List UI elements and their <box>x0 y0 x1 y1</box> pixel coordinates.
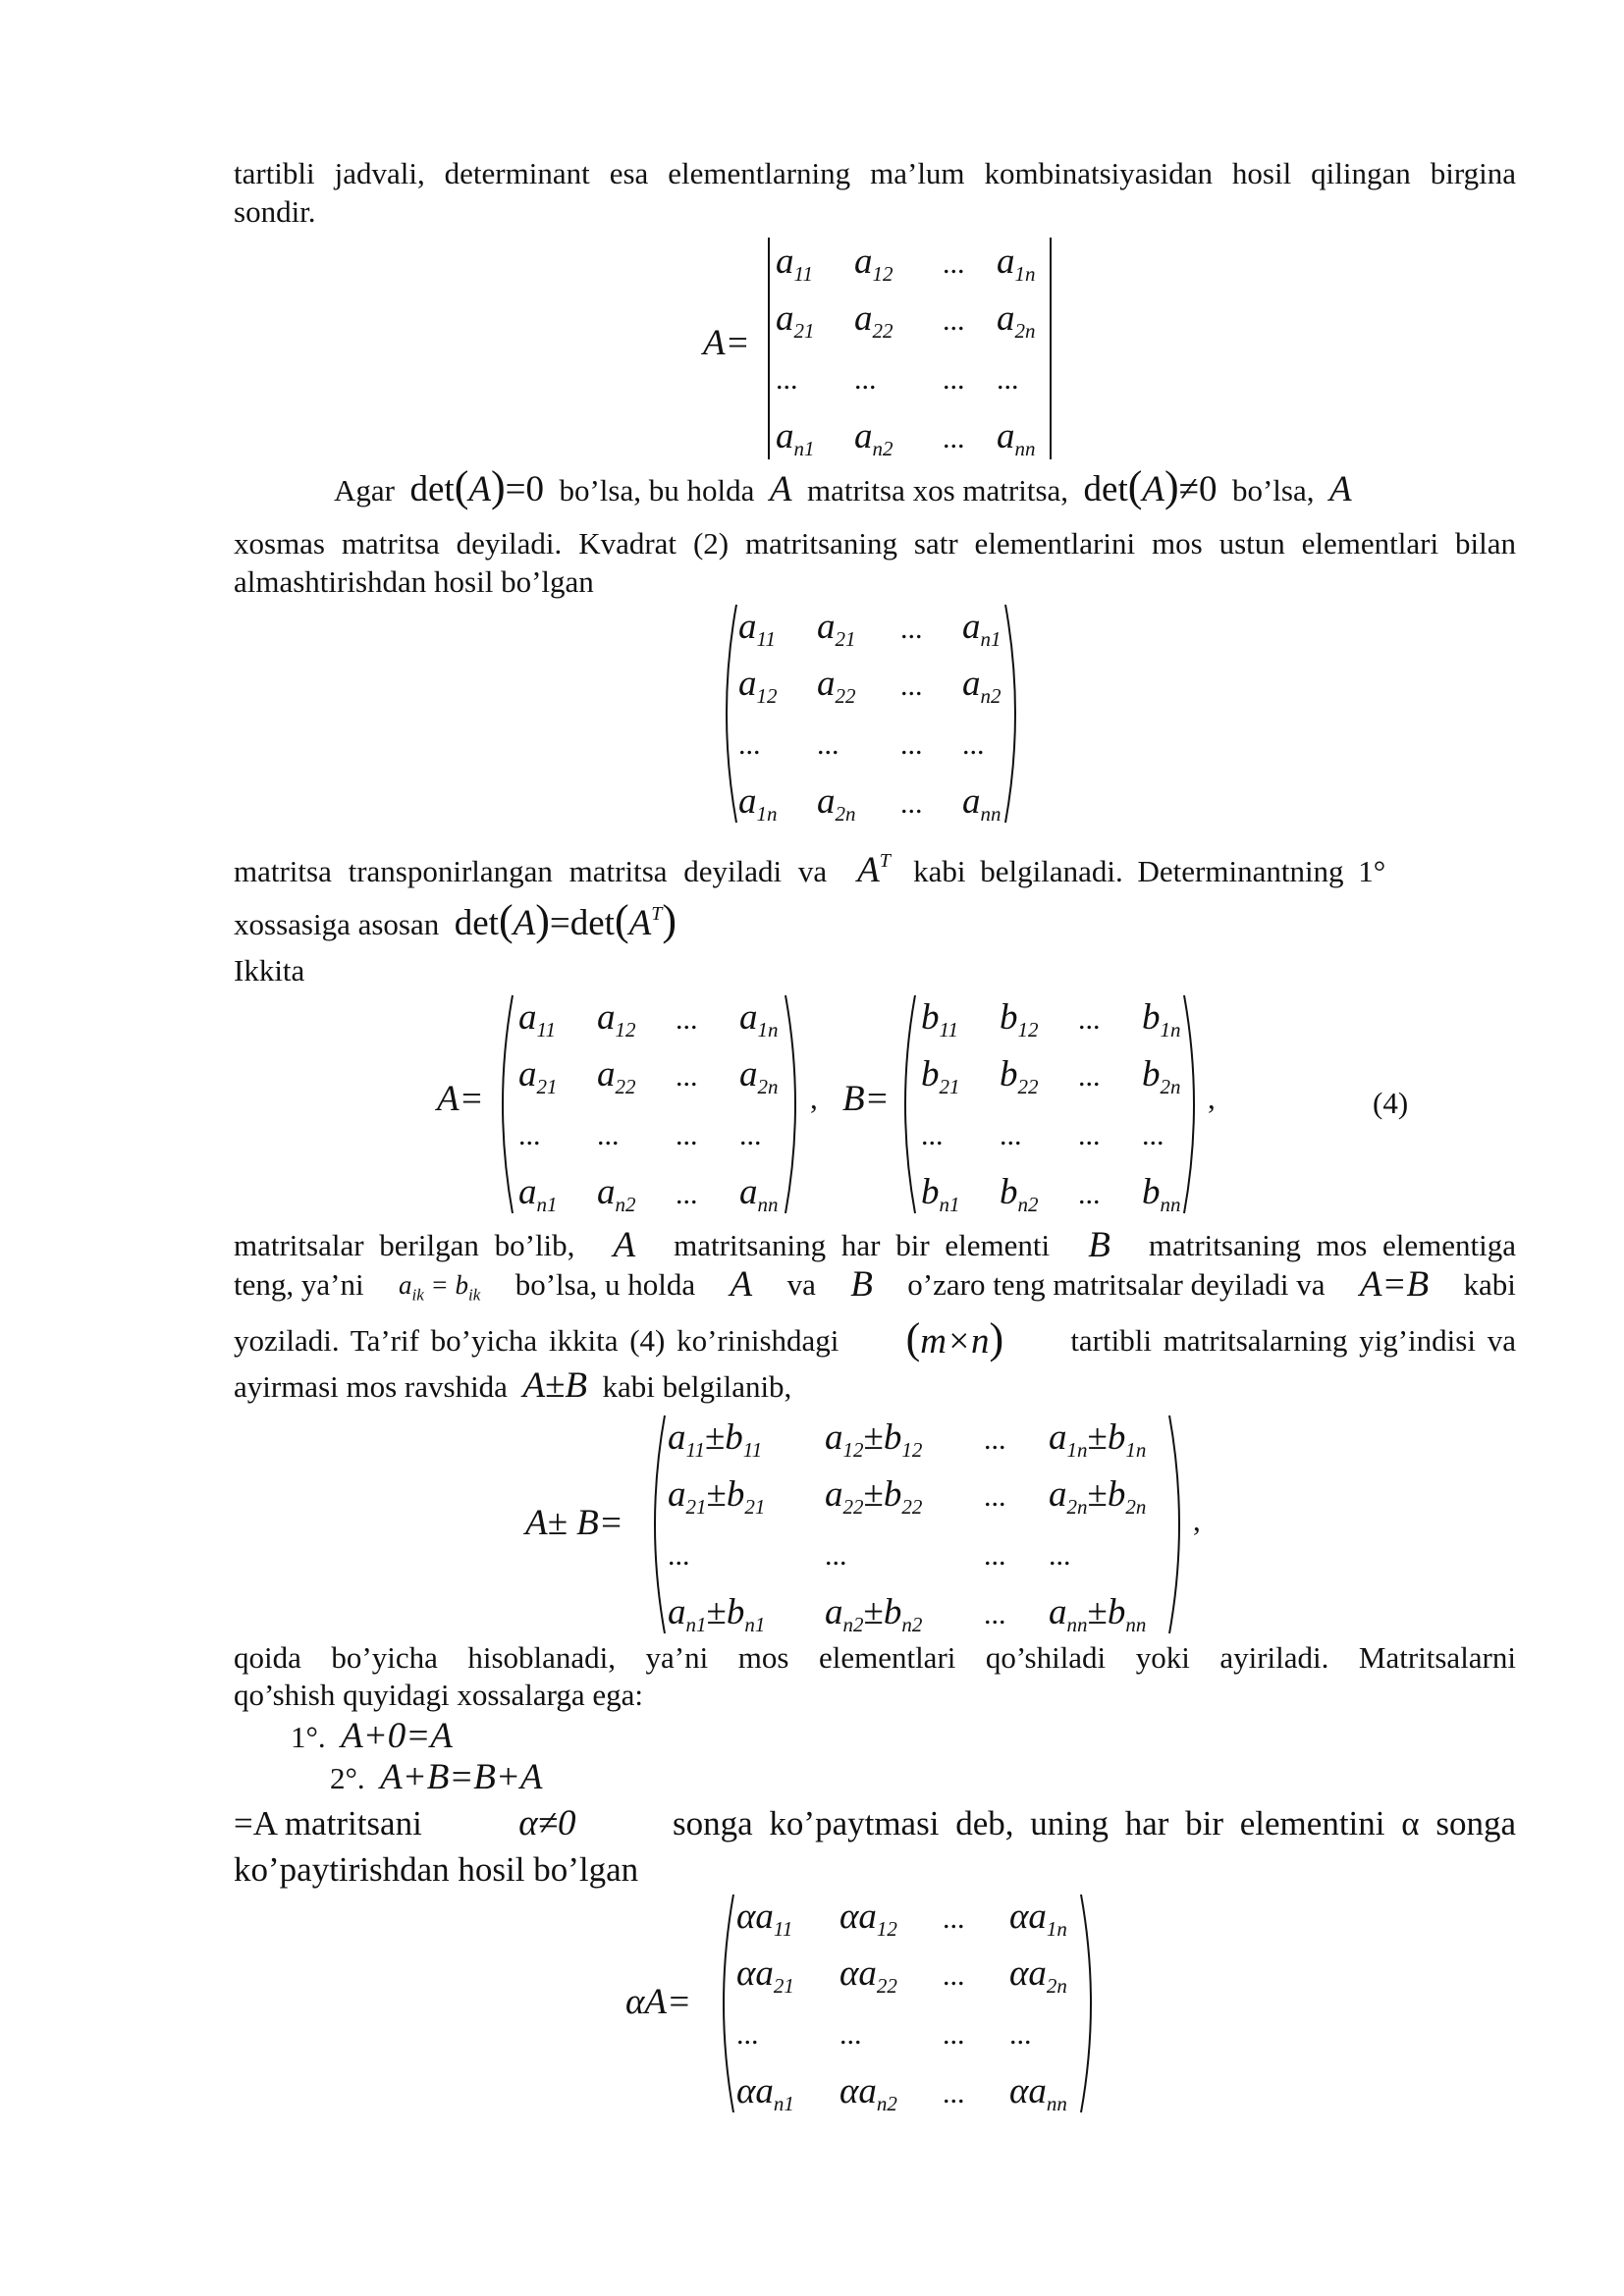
matrix-cell: ... <box>676 1060 698 1093</box>
matrix-cell: $a_{2n}$ <box>739 1054 779 1098</box>
matrix-cell: ... <box>943 2018 965 2051</box>
matrix-cell: $a_{nn}$ <box>997 416 1036 460</box>
matrix-cell: ... <box>738 728 761 761</box>
matrix-cell: ... <box>676 1003 698 1036</box>
matrix-cell: $\alpha a_{12}$ <box>839 1896 897 1941</box>
matrix-cell: $a_{11}\pm b_{11}$ <box>668 1417 763 1462</box>
matrix-cell: $b_{n2}$ <box>1000 1172 1039 1216</box>
yoziladi-text: yoziladi. Ta’rif bo’yicha ikkita (4) ko’rinishdagi <box>234 1322 839 1358</box>
matrix-cell: $a_{2n}\pm b_{2n}$ <box>1049 1474 1147 1519</box>
matrix-cell: ... <box>1078 1178 1101 1210</box>
yoziladi-text-2: tartibli matritsalarning yig’indisi va <box>1070 1322 1516 1358</box>
teng-text-3: va <box>786 1267 816 1302</box>
var-b: B <box>1088 1225 1110 1265</box>
matrix-cell: ... <box>1078 1003 1101 1036</box>
matrix-cell: ... <box>676 1178 698 1210</box>
agar-text-2: bo’lsa, bu holda <box>559 473 755 507</box>
sum-matrix-lhs: A± B= <box>525 1503 623 1543</box>
matrix-cell: ... <box>776 363 798 396</box>
matrix-cell: ... <box>900 787 923 820</box>
det-transpose-eq: $\det(A)=\det(A^T)$ <box>454 896 677 944</box>
paragraph-qoida: qoida bo’yicha hisoblanadi, ya’ni mos elementlari qo’shiladi yoki ayiriladi. Matritsalarni <box>234 1640 1516 1675</box>
matrix-cell: ... <box>984 1480 1006 1513</box>
matrix-cell: ... <box>854 363 877 396</box>
xossasiga-text: xossasiga asosan <box>234 907 440 941</box>
matrix-cell: ... <box>825 1539 847 1572</box>
var-a-2: A <box>1328 469 1352 509</box>
matrix-cell: $a_{12}$ <box>738 664 778 708</box>
matrix-cell: $a_{1n}$ <box>739 997 779 1041</box>
teng-text-4: o’zaro teng matritsalar deyiladi va <box>907 1267 1326 1302</box>
matrix-cell: ... <box>1049 1539 1071 1572</box>
matrix-cell: ... <box>739 1119 762 1151</box>
paragraph-xosmas: xosmas matritsa deyiladi. Kvadrat (2) matritsaning satr elementlarini mos ustun elementlari bilan <box>234 526 1516 561</box>
matrix-b-lhs: B= <box>842 1079 890 1119</box>
var-a-4: A <box>730 1264 753 1305</box>
transpose-text-2: kabi belgilanadi. Determinantning 1° <box>913 854 1386 888</box>
m-times-n: (m×n) <box>905 1314 1004 1362</box>
matrix-cell: $a_{nn}$ <box>739 1172 779 1216</box>
matrix-cell: ... <box>943 1902 965 1935</box>
matrix-cell: ... <box>997 363 1019 396</box>
matrix-cell: $a_{n1}$ <box>518 1172 558 1216</box>
matrix-cell: $\alpha a_{22}$ <box>839 1953 897 1998</box>
matrix-cell: $a_{22}$ <box>854 298 893 343</box>
matrix-cell: ... <box>943 2077 965 2109</box>
matrix-cell: $\alpha a_{2n}$ <box>1009 1953 1067 1998</box>
matrix-cell: $\alpha a_{1n}$ <box>1009 1896 1067 1941</box>
paragraph-intro: tartibli jadvali, determinant esa elementlarning ma’lum kombinatsiyasidan hosil qilingan birgina <box>234 156 1516 190</box>
matrix-cell: $b_{21}$ <box>921 1054 960 1098</box>
matrix-cell: ... <box>900 728 923 761</box>
agar-text-3: matritsa xos matritsa, <box>806 473 1069 507</box>
property-2-num: 2°. <box>330 1761 365 1795</box>
matrix-cell: ... <box>943 1959 965 1992</box>
scalar-matrix-lhs: αA= <box>625 1982 691 2022</box>
property-2-formula: A+B=B+A <box>380 1757 543 1797</box>
det-a-nonzero: det(A)≠0 <box>1083 462 1218 510</box>
agar-text-4: bo’lsa, <box>1231 473 1315 507</box>
matrix-cell: $a_{2n}$ <box>817 781 856 826</box>
matrix-cell: $a_{2n}$ <box>997 298 1036 343</box>
matrix-cell: ... <box>943 247 965 280</box>
ayirmasi-text-2: kabi belgilanib, <box>602 1369 792 1404</box>
matrix-cell: $a_{21}$ <box>518 1054 558 1098</box>
var-b-2: B <box>850 1264 873 1305</box>
matrix-cell: $b_{n1}$ <box>921 1172 960 1216</box>
comma-3: , <box>1193 1503 1201 1537</box>
matrix-cell: $a_{21}\pm b_{21}$ <box>668 1474 766 1519</box>
matrix-cell: $a_{11}$ <box>518 997 556 1041</box>
matrix-cell: $b_{11}$ <box>921 997 958 1041</box>
property-2 <box>330 1759 542 1797</box>
matrix-cell: ... <box>736 2018 759 2051</box>
scalar-text-2: songa ko’paytmasi deb, uning har bir elementini α songa <box>673 1804 1516 1842</box>
matrix-cell: $b_{22}$ <box>1000 1054 1039 1098</box>
transpose-text: matritsa transponirlangan matritsa deyiladi va <box>234 854 828 888</box>
matrix-cell: $a_{21}$ <box>776 298 815 343</box>
berilgan-line <box>234 1227 1516 1264</box>
scalar-text-3: ko’paytirishdan hosil bo’lgan <box>234 1850 639 1889</box>
matrix-cell: $a_{1n}$ <box>738 781 778 826</box>
yoziladi-line <box>234 1314 1516 1362</box>
matrix-cell: $a_{12}$ <box>854 241 893 286</box>
teng-text: teng, ya’ni <box>234 1267 364 1302</box>
matrix-cell: ... <box>597 1119 620 1151</box>
berilgan-text: matritsalar berilgan bo’lib, <box>234 1228 575 1262</box>
matrix-cell: $a_{22}$ <box>817 664 856 708</box>
matrix-cell: $\alpha a_{nn}$ <box>1009 2071 1067 2115</box>
agar-word: Agar <box>334 473 395 507</box>
ayirmasi-text: ayirmasi mos ravshida <box>234 1369 508 1404</box>
paragraph-xosmas-end: almashtirishdan hosil bo’lgan <box>234 564 594 599</box>
a-transpose-sup: T <box>879 850 891 872</box>
matrix-cell: $a_{11}$ <box>776 241 813 286</box>
matrix-cell: $\alpha a_{11}$ <box>736 1896 793 1941</box>
a-transpose <box>857 850 891 890</box>
matrix-cell: ... <box>962 728 985 761</box>
var-a-3: A <box>613 1225 636 1265</box>
matrix-cell: ... <box>943 422 965 454</box>
matrix-cell: ... <box>1009 2018 1032 2051</box>
matrix-cell: ... <box>900 613 923 645</box>
paragraph-qoida-end: qo’shish quyidagi xossalarga ega: <box>234 1678 644 1712</box>
matrix-cell: ... <box>984 1539 1006 1572</box>
a-eq-b: A=B <box>1359 1264 1430 1305</box>
matrix-cell: $\alpha a_{n2}$ <box>839 2071 897 2115</box>
matrix-cell: ... <box>817 728 839 761</box>
matrix-cell: $a_{nn}$ <box>962 781 1001 826</box>
teng-text-5: kabi <box>1463 1267 1516 1302</box>
matrix-cell: ... <box>518 1119 541 1151</box>
scalar-text: =A matritsani <box>234 1804 422 1842</box>
matrix-cell: ... <box>676 1119 698 1151</box>
comma-1: , <box>810 1081 818 1115</box>
matrix-cell: ... <box>984 1423 1006 1456</box>
ikkita-text: Ikkita <box>234 953 305 988</box>
matrix-cell: $a_{1n}$ <box>997 241 1036 286</box>
matrix-cell: ... <box>1142 1119 1164 1151</box>
matrix-cell: $b_{2n}$ <box>1142 1054 1181 1098</box>
matrix-cell: ... <box>943 363 965 396</box>
matrix-cell: $b_{nn}$ <box>1142 1172 1181 1216</box>
ayirmasi-line <box>234 1367 791 1406</box>
matrix-cell: $b_{12}$ <box>1000 997 1039 1041</box>
transpose-line <box>234 842 1516 890</box>
matrix-cell: $a_{1n}\pm b_{1n}$ <box>1049 1417 1147 1462</box>
matrix-cell: ... <box>1000 1119 1022 1151</box>
matrix-cell: ... <box>900 669 923 702</box>
matrix-cell: $\alpha a_{21}$ <box>736 1953 794 1998</box>
xossasiga-line <box>234 895 677 943</box>
aik-eq-bik: $a_{ik} = b_{ik}$ <box>399 1270 481 1305</box>
matrix-cell: ... <box>839 2018 862 2051</box>
a-transpose-base: A <box>857 850 880 890</box>
berilgan-text-3: matritsaning mos elementiga <box>1148 1228 1516 1262</box>
berilgan-text-2: matritsaning har bir elementi <box>674 1228 1051 1262</box>
alpha-ne-zero: α≠0 <box>518 1803 576 1843</box>
matrix-cell: ... <box>1078 1060 1101 1093</box>
comma-2: , <box>1208 1081 1216 1115</box>
matrix-cell: $a_{22}\pm b_{22}$ <box>825 1474 923 1519</box>
matrix-cell: ... <box>1078 1119 1101 1151</box>
matrix-cell: $a_{n2}$ <box>597 1172 636 1216</box>
matrix-cell: $a_{n1}$ <box>776 416 815 460</box>
matrix-cell: ... <box>984 1598 1006 1630</box>
matrix-cell: $a_{12}$ <box>597 997 636 1041</box>
matrix-cell: ... <box>921 1119 944 1151</box>
matrix-cell: $a_{22}$ <box>597 1054 636 1098</box>
teng-line <box>234 1266 1516 1313</box>
a-pm-b: A±B <box>522 1365 587 1406</box>
matrix-cell: $a_{n2}$ <box>854 416 893 460</box>
equation-number: (4) <box>1373 1086 1409 1120</box>
matrix-cell: $\alpha a_{n1}$ <box>736 2071 794 2115</box>
teng-text-2: bo’lsa, u holda <box>514 1267 696 1302</box>
paragraph-intro-end: sondir. <box>234 194 316 229</box>
matrix-cell: $a_{n1}$ <box>962 607 1001 651</box>
det-a-zero: det(A)=0 <box>409 462 544 510</box>
matrix-cell: $a_{21}$ <box>817 607 856 651</box>
matrix-cell: $a_{n2}$ <box>962 664 1001 708</box>
matrix-cell: $a_{12}\pm b_{12}$ <box>825 1417 923 1462</box>
var-a: A <box>769 469 792 509</box>
matrix-cell: ... <box>943 304 965 337</box>
matrix-cell: $b_{1n}$ <box>1142 997 1181 1041</box>
agar-line <box>334 462 1352 510</box>
matrix-cell: $a_{n2}\pm b_{n2}$ <box>825 1592 923 1636</box>
matrix-cell: $a_{11}$ <box>738 607 776 651</box>
scalar-line <box>234 1801 1516 1846</box>
det-matrix-lhs: A= <box>703 323 750 363</box>
property-1-num: 1°. <box>291 1720 326 1754</box>
property-1-formula: A+0=A <box>341 1716 453 1756</box>
matrix-a-lhs: A= <box>437 1079 484 1119</box>
matrix-cell: $a_{nn}\pm b_{nn}$ <box>1049 1592 1147 1636</box>
property-1 <box>291 1718 453 1756</box>
matrix-cell: $a_{n1}\pm b_{n1}$ <box>668 1592 766 1636</box>
matrix-cell: ... <box>668 1539 690 1572</box>
